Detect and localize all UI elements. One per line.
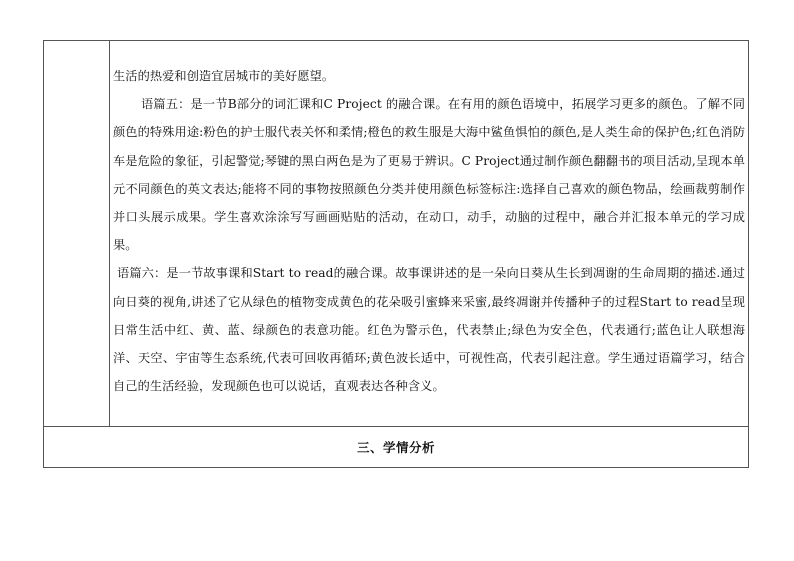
- content-table: [43, 40, 749, 468]
- table-label-column: [44, 41, 110, 426]
- table-content-cell: [113, 62, 745, 400]
- section-heading: 三、学情分析: [356, 440, 435, 455]
- paragraph-continuation: 生活的热爱和创造宜居城市的美好愿望。: [113, 69, 335, 83]
- paragraph-text-five: 语篇五：是一节B部分的词汇课和C Project 的融合课。在有用的颜色语境中，拓展学习更多的颜色。了解不同颜色的特殊用途:粉色的护士服代表关怀和柔情;橙色的救生服是大海中鲨鱼惧怕的颜色,是人类生命的保护色;红色消防车是危险的象征，引起警觉;琴键的黑白两色是为了更易于辨识。C Project通过制作颜色翻翻书的项目活动,呈现本单元不同颜色的英文表达;能将不同的事物按照颜色分类并使用颜色标签标注:选择自己喜欢的颜色物品，绘画裁剪制作并口头展示成果。学生喜欢涂涂写写画画贴贴的活动，在动口，动手，动脑的过程中，融合并汇报本单元的学习成果。: [113, 97, 745, 253]
- paragraph-text-six: 语篇六：是一节故事课和Start to read的融合课。故事课讲述的是一朵向日葵从生长到凋谢的生命周期的描述.通过向日葵的视角,讲述了它从绿色的植物变成黄色的花朵吸引蜜蜂来采蜜,最终凋谢并传播种子的过程Start to read呈现日常生活中红、黄、蓝、绿颜色的表意功能。红色为警示色，代表禁止;绿色为安全色，代表通行;蓝色让人联想海洋、天空、宇宙等生态系统,代表可回收再循环;黄色波长适中，可视性高，代表引起注意。学生通过语篇学习，结合自己的生活经验，发现颜色也可以说话，直观表达各种含义。: [113, 266, 745, 394]
